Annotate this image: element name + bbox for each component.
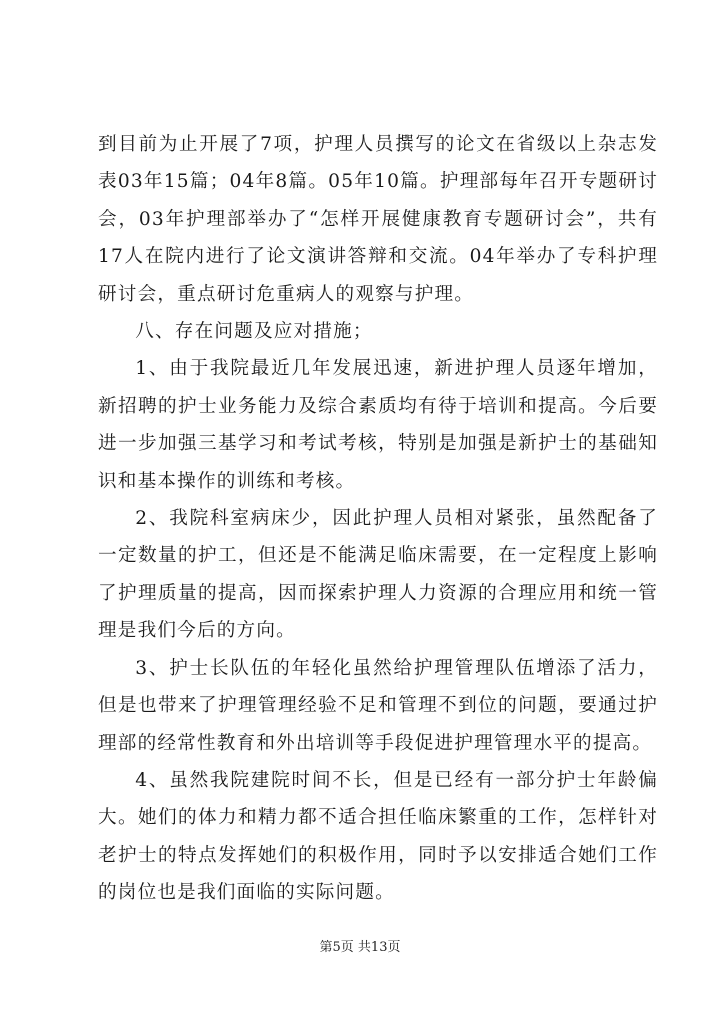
paragraph-item-1: 1、由于我院最近几年发展迅速，新进护理人员逐年增加，新招聘的护士业务能力及综合素质均有待于培训和提高。今后要进一步加强三基学习和考试考核，特别是加强是新护士的基础知识和基本操作的训练和考核。 [98, 358, 658, 492]
document-body [98, 126, 658, 912]
page-number: 第5页 共13页 [319, 940, 401, 955]
paragraph-item-3: 3、护士长队伍的年轻化虽然给护理管理队伍增添了活力，但是也带来了护理管理经验不足和管理不到位的问题，要通过护理部的经常性教育和外出培训等手段促进护理管理水平的提高。 [98, 657, 658, 754]
paragraph-continuation: 到目前为止开展了7项，护理人员撰写的论文在省级以上杂志发表03年15篇；04年8篇。05年10篇。护理部每年召开专题研讨会，03年护理部举办了“怎样开展健康教育专题研讨会”，共有17人在院内进行了论文演讲答辩和交流。04年举办了专科护理研讨会，重点研讨危重病人的观察与护理。 [98, 134, 658, 305]
paragraph-item-2: 2、我院科室病床少，因此护理人员相对紧张，虽然配备了一定数量的护工，但还是不能满足临床需要，在一定程度上影响了护理质量的提高，因而探索护理人力资源的合理应用和统一管理是我们今后的方向。 [98, 508, 658, 642]
paragraph-item-4: 4、虽然我院建院时间不长，但是已经有一部分护士年龄偏大。她们的体力和精力都不适合担任临床繁重的工作，怎样针对老护士的特点发挥她们的积极作用，同时予以安排适合她们工作的岗位也是我们面临的实际问题。 [98, 769, 658, 904]
section-heading: 八、存在问题及应对措施； [135, 321, 373, 343]
